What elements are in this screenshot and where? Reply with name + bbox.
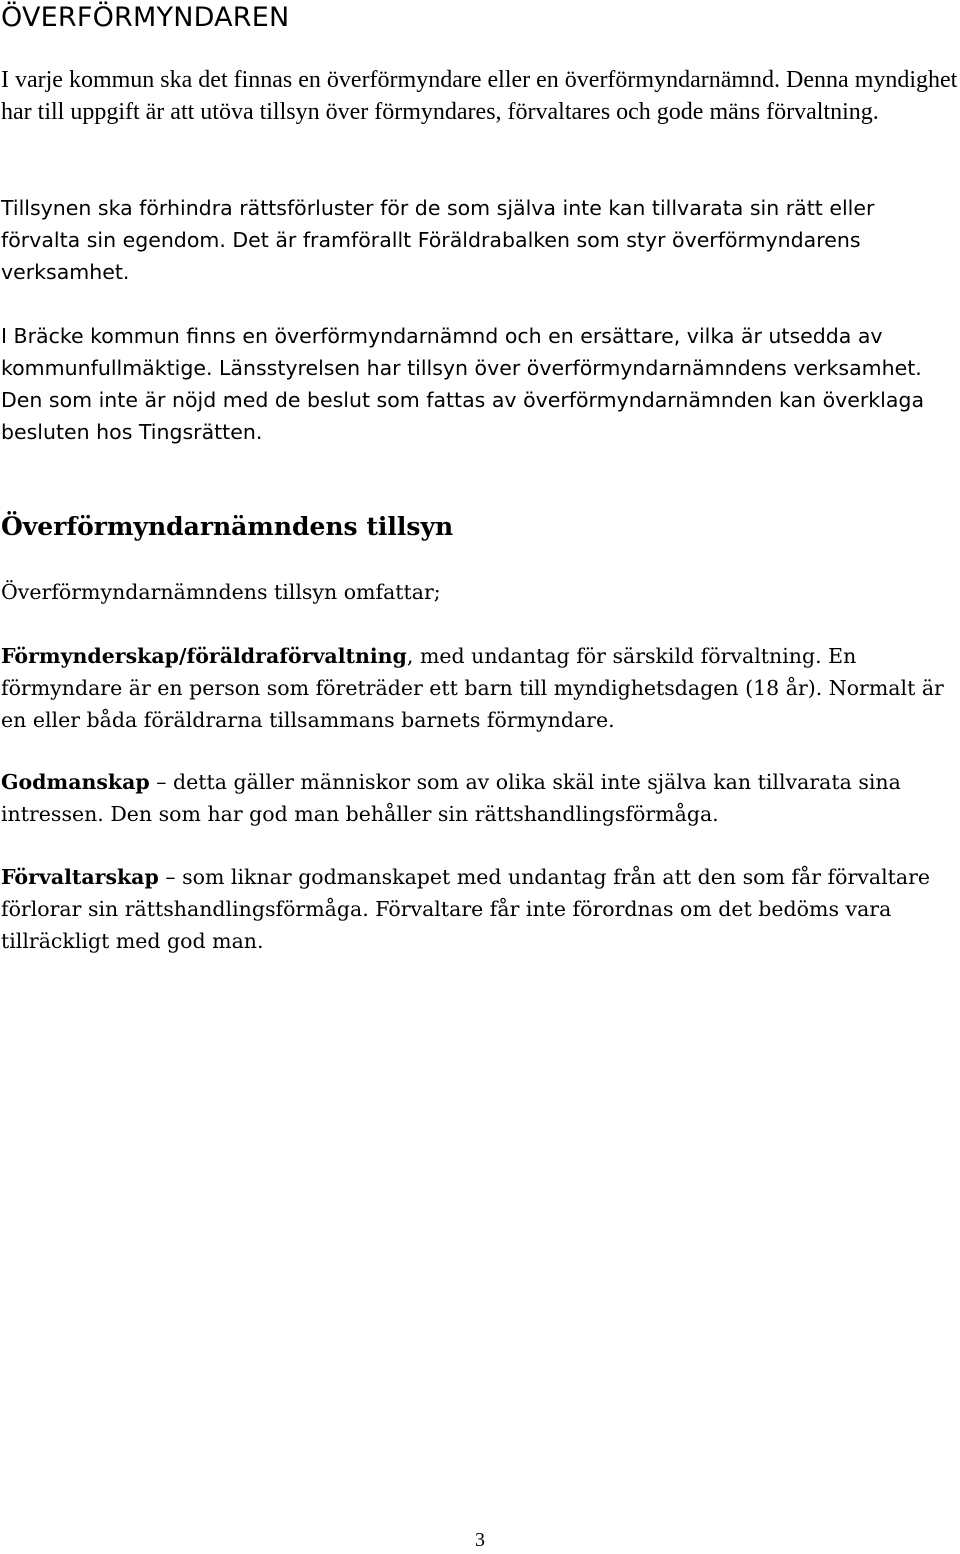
text-forvaltarskap: – som liknar godmanskapet med undantag från att den som får förvaltare förlorar sin rättshandlingsförmåga. Förvaltare får inte förordnas om det bedöms vara tillräckligt med god man. (1, 865, 931, 953)
term-formynderskap: Förmynderskap/föräldraförvaltning (1, 644, 407, 668)
term-forvaltarskap: Förvaltarskap (1, 865, 159, 889)
text-formynderskap: , med undantag för särskild förvaltning. En förmyndare är en person som företräder ett barn till myndighetsdagen (18 år). Normalt är en eller båda föräldrarna tillsammans barnets förmyndare. (1, 644, 944, 732)
text-godmanskap: – detta gäller människor som av olika skäl inte själva kan tillvarata sina intressen. Den som har god man behåller sin rättshandlingsförmåga. (1, 770, 901, 826)
intro-paragraph-2: Tillsynen ska förhindra rättsförluster för de som själva inte kan tillvarata sin rätt eller förvalta sin egendom. Det är framförallt Föräldrabalken som styr överförmyndarens verksamhet. (1, 196, 875, 284)
page-number: 3 (475, 1529, 485, 1551)
term-godmanskap: Godmanskap (1, 770, 150, 794)
list-item-godmanskap (1, 766, 959, 830)
page-title: ÖVERFÖRMYNDAREN (1, 2, 290, 33)
bracke-paragraph: I Bräcke kommun finns en överförmyndarnämnd och en ersättare, vilka är utsedda av kommunfullmäktige. Länsstyrelsen har tillsyn över överförmyndarnämndens verksamhet. Den som inte är nöjd med de beslut som fattas av överförmyndarnämnden kan överklaga besluten hos Tingsrätten. (1, 324, 925, 444)
section-intro: Överförmyndarnämndens tillsyn omfattar; (1, 580, 441, 604)
intro-paragraph-1: I varje kommun ska det finnas en överförmyndare eller en överförmyndarnämnd. Denna myndighet har till uppgift är att utöva tillsyn över förmyndares, förvaltares och gode mäns förvaltning. (1, 67, 958, 125)
section-heading: Överförmyndarnämndens tillsyn (1, 512, 454, 541)
list-item-forvaltarskap (1, 861, 959, 957)
list-item-formynderskap (1, 640, 959, 736)
